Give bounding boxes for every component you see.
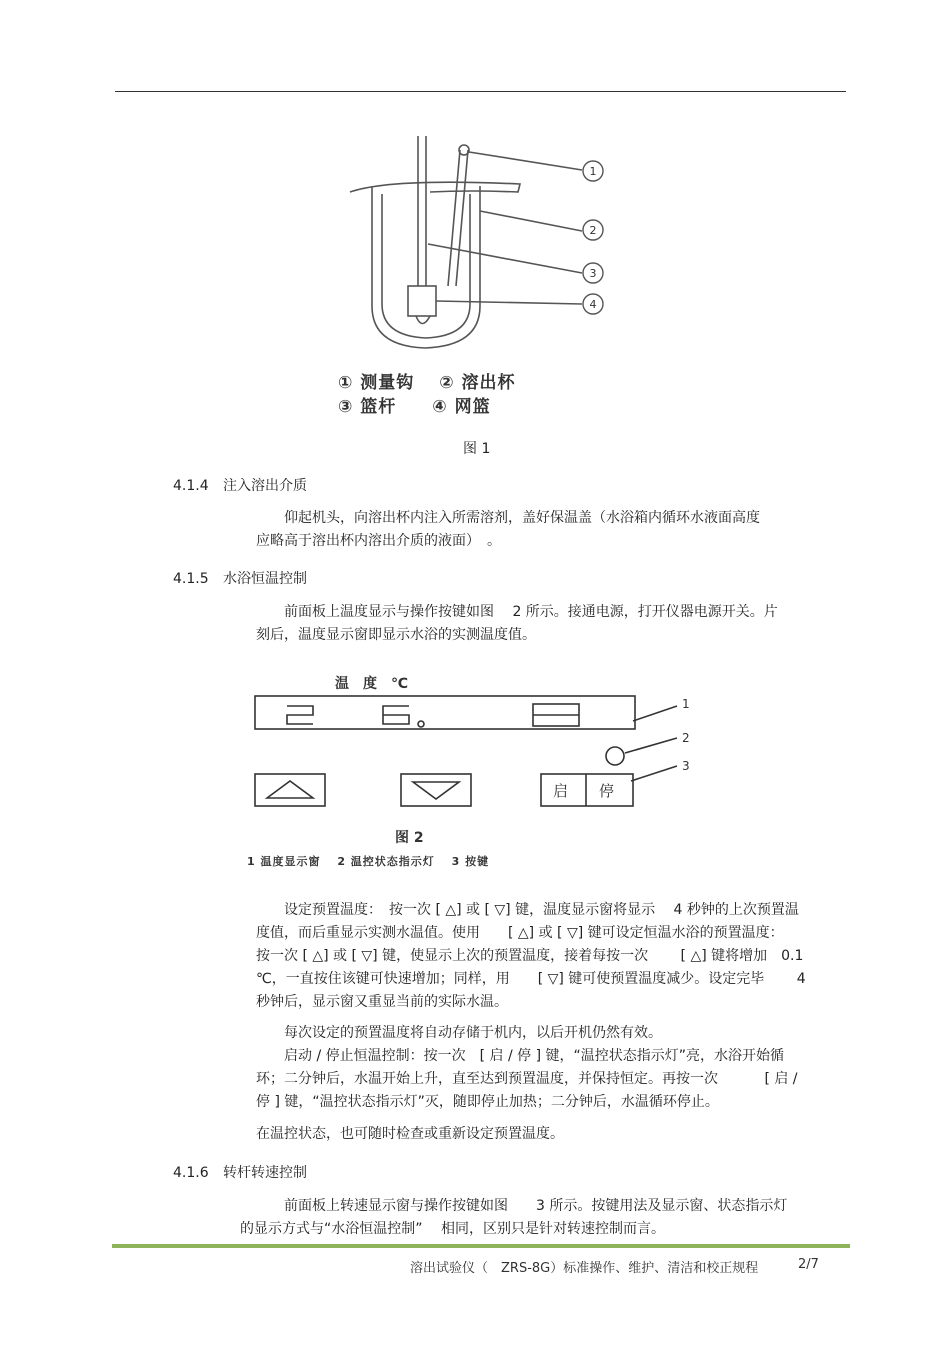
- storage-line2: 启动 / 停止恒温控制：按一次 [ 启 / 停 ] 键，“温控状态指示灯”亮，水浴开始循: [284, 1048, 785, 1064]
- preset-line2: 度值，而后重显示实测水温值。使用 [ △] 或 [ ▽] 键可设定恒温水浴的预置温度：: [256, 925, 784, 941]
- preset-line4: ℃，一直按住该键可快速增加；同样，用 [ ▽] 键可使预置温度减少。设定完毕 4: [256, 971, 806, 987]
- footer-title: 溶出试验仪（ ZRS-8G）标准操作、维护、清洁和校正规程: [410, 1261, 759, 1276]
- fig2-marker-1: 1: [682, 697, 690, 711]
- figure1-caption: 图 1: [463, 441, 491, 457]
- start-label: 启: [553, 782, 569, 800]
- temp-status-indicator: [606, 747, 624, 765]
- figure2-legend: 1 温度显示窗 2 温控状态指示灯 3 按键: [247, 855, 490, 868]
- storage-line1: 每次设定的预置温度将自动存储于机内，以后开机仍然有效。: [284, 1025, 662, 1041]
- section-4-1-6-heading: [173, 1162, 307, 1182]
- preset-line3: 按一次 [ △] 或 [ ▽] 键，使显示上次的预置温度，接着每按一次 [ △] 键将增加 0.1: [256, 948, 804, 964]
- down-button: [401, 774, 471, 806]
- section-title: 转杆转速控制: [223, 1165, 307, 1181]
- para-416-line1: 前面板上转速显示窗与操作按键如图 3 所示。按键用法及显示窗、状态指示灯: [284, 1198, 788, 1214]
- section-4-1-4-heading: [173, 475, 307, 495]
- para-414-line1: 仰起机头，向溶出杯内注入所需溶剂，盖好保温盖（水浴箱内循环水液面高度: [284, 510, 760, 526]
- section-number: 4.1.5: [173, 571, 209, 587]
- para-414-line2: 应略高于溶出杯内溶出介质的液面） 。: [256, 533, 501, 549]
- inspect-line: 在温控状态，也可随时检查或重新设定预置温度。: [256, 1126, 564, 1142]
- panel-header: 温 度 ℃: [335, 676, 408, 692]
- temperature-panel-diagram: [245, 668, 715, 868]
- para-415-line1: 前面板上温度显示与操作按键如图 2 所示。接通电源，打开仪器电源开关。片: [284, 604, 778, 620]
- storage-line4: 停 ] 键，“温控状态指示灯”灭，随即停止加热；二分钟后，水温循环停止。: [256, 1094, 719, 1110]
- page-number: 2/7: [798, 1257, 819, 1272]
- marker-2: 2: [589, 224, 597, 237]
- fig2-marker-3: 3: [682, 759, 690, 773]
- marker-3: 3: [589, 267, 597, 280]
- section-4-1-5-heading: [173, 568, 307, 588]
- preset-line5: 秒钟后，显示窗又重显当前的实际水温。: [256, 994, 508, 1010]
- storage-line3: 环；二分钟后，水温开始上升，直至达到预置温度，并保持恒定。再按一次 [ 启 /: [256, 1071, 798, 1087]
- header-rule: [115, 91, 846, 92]
- figure2-caption: 图 2: [395, 830, 424, 846]
- stop-label: 停: [599, 782, 615, 800]
- figure1-legend-row1: ① 测量钩 ② 溶出杯: [338, 373, 516, 393]
- para-416-line2: 的显示方式与“水浴恒温控制” 相同，区别只是针对转速控制而言。: [240, 1221, 665, 1237]
- fig2-marker-2: 2: [682, 731, 690, 745]
- up-button: [255, 774, 325, 806]
- footer-rule: [112, 1244, 850, 1248]
- marker-4: 4: [589, 298, 597, 311]
- section-number: 4.1.6: [173, 1165, 209, 1181]
- figure1-legend-row2: ③ 篮杆 ④ 网篮: [338, 397, 491, 417]
- section-title: 水浴恒温控制: [223, 571, 307, 587]
- marker-1: 1: [589, 165, 597, 178]
- para-415-line2: 刻后，温度显示窗即显示水浴的实测温度值。: [256, 627, 536, 643]
- preset-line1: 设定预置温度： 按一次 [ △] 或 [ ▽] 键，温度显示窗将显示 4 秒钟的上次预置温: [284, 902, 799, 918]
- section-title: 注入溶出介质: [223, 478, 307, 494]
- section-number: 4.1.4: [173, 478, 209, 494]
